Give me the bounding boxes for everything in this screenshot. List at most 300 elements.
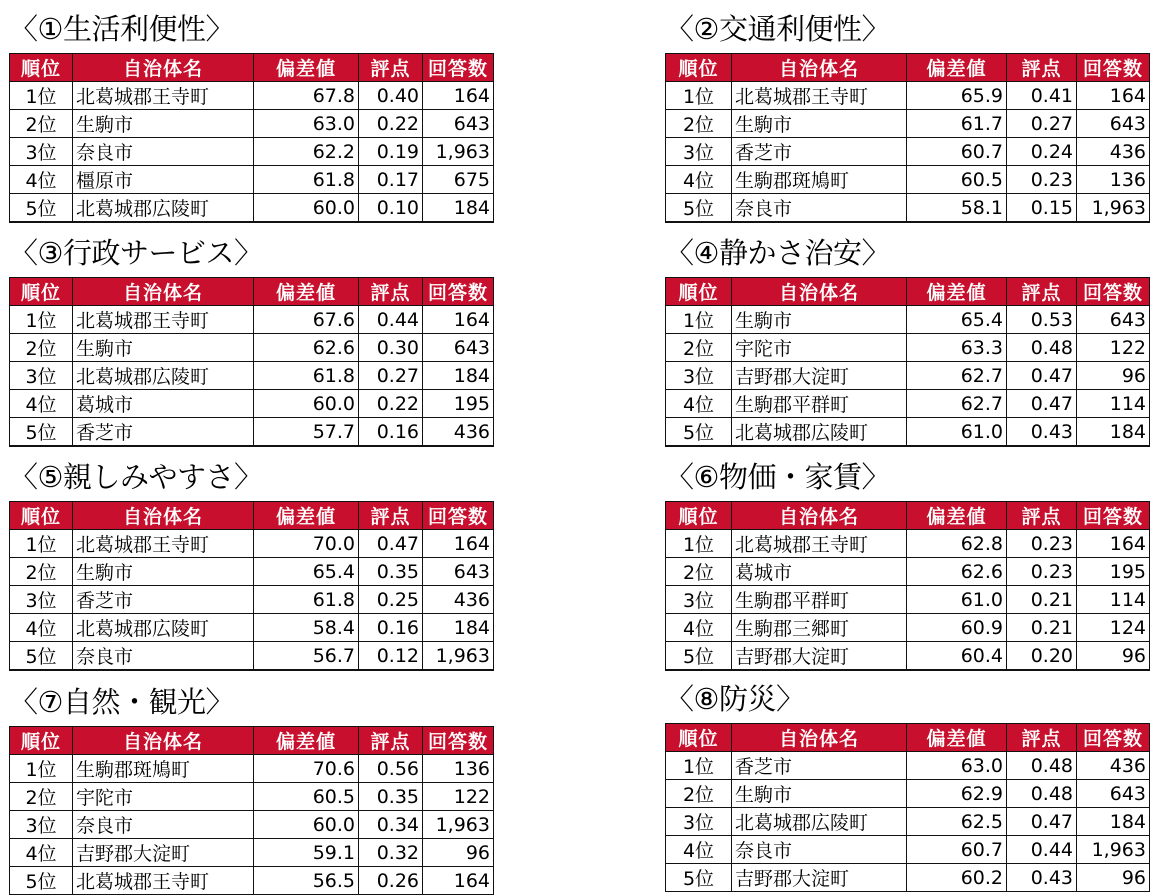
header-row (666, 54, 1150, 82)
responses-cell: 643 (1077, 306, 1150, 334)
deviation-cell: 61.7 (907, 110, 1007, 138)
header-row (10, 502, 494, 530)
ranking-section-7 (9, 685, 494, 895)
rank-cell: 5位 (10, 194, 73, 223)
rank-cell: 2位 (10, 110, 73, 138)
ranking-section-8 (665, 682, 1150, 892)
responses-cell: 436 (1077, 752, 1150, 780)
score-cell: 0.22 (359, 110, 423, 138)
score-cell: 0.15 (1007, 194, 1077, 223)
header-municipality: 自治体名 (732, 502, 907, 530)
municipality-cell: 吉野郡大淀町 (732, 362, 907, 390)
deviation-cell: 60.2 (907, 864, 1007, 892)
header-score: 評点 (359, 54, 423, 82)
score-cell: 0.23 (1007, 558, 1077, 586)
score-cell: 0.40 (359, 82, 423, 110)
rank-cell: 4位 (666, 166, 732, 194)
municipality-cell: 北葛城郡王寺町 (73, 306, 254, 334)
rank-cell: 5位 (666, 642, 732, 671)
municipality-cell: 葛城市 (73, 390, 254, 418)
ranking-section-3 (9, 236, 494, 447)
municipality-cell: 生駒郡三郷町 (732, 614, 907, 642)
municipality-cell: 吉野郡大淀町 (73, 839, 254, 867)
score-cell: 0.16 (359, 614, 423, 642)
deviation-cell: 61.0 (907, 418, 1007, 447)
rank-cell: 4位 (10, 390, 73, 418)
deviation-cell: 65.4 (254, 558, 359, 586)
municipality-cell: 北葛城郡王寺町 (732, 530, 907, 558)
municipality-cell: 宇陀市 (73, 783, 254, 811)
score-cell: 0.35 (359, 558, 423, 586)
table-row (666, 306, 1150, 334)
rank-cell: 5位 (10, 867, 73, 895)
score-cell: 0.16 (359, 418, 423, 447)
municipality-cell: 香芝市 (732, 138, 907, 166)
deviation-cell: 60.7 (907, 836, 1007, 864)
deviation-cell: 62.2 (254, 138, 359, 166)
municipality-cell: 生駒市 (73, 558, 254, 586)
ranking-section-5 (9, 460, 494, 671)
header-responses: 回答数 (423, 502, 494, 530)
header-municipality: 自治体名 (73, 278, 254, 306)
score-cell: 0.20 (1007, 642, 1077, 671)
municipality-cell: 生駒郡斑鳩町 (732, 166, 907, 194)
responses-cell: 643 (423, 110, 494, 138)
header-score: 評点 (1007, 724, 1077, 752)
table-row (666, 530, 1150, 558)
responses-cell: 164 (423, 306, 494, 334)
rank-cell: 1位 (10, 530, 73, 558)
table-row (10, 362, 494, 390)
deviation-cell: 62.6 (254, 334, 359, 362)
score-cell: 0.21 (1007, 614, 1077, 642)
header-municipality: 自治体名 (73, 727, 254, 755)
responses-cell: 122 (423, 783, 494, 811)
deviation-cell: 56.7 (254, 642, 359, 671)
rank-cell: 3位 (10, 138, 73, 166)
header-municipality: 自治体名 (732, 724, 907, 752)
municipality-cell: 生駒郡斑鳩町 (73, 755, 254, 783)
header-rank: 順位 (666, 502, 732, 530)
deviation-cell: 60.0 (254, 194, 359, 223)
section-title: 〈⑧防災〉 (665, 682, 805, 716)
deviation-cell: 65.9 (907, 82, 1007, 110)
table-row (10, 783, 494, 811)
header-municipality: 自治体名 (73, 502, 254, 530)
header-municipality: 自治体名 (732, 278, 907, 306)
municipality-cell: 生駒郡平群町 (732, 586, 907, 614)
municipality-cell: 奈良市 (73, 138, 254, 166)
table-row (666, 166, 1150, 194)
rank-cell: 3位 (10, 811, 73, 839)
score-cell: 0.30 (359, 334, 423, 362)
section-title: 〈④静かさ治安〉 (665, 236, 890, 270)
header-rank: 順位 (666, 278, 732, 306)
ranking-table (9, 501, 494, 671)
table-row (10, 306, 494, 334)
responses-cell: 136 (1077, 166, 1150, 194)
table-row (666, 614, 1150, 642)
responses-cell: 136 (423, 755, 494, 783)
header-row (666, 502, 1150, 530)
header-rank: 順位 (666, 724, 732, 752)
table-row (10, 614, 494, 642)
score-cell: 0.27 (1007, 110, 1077, 138)
deviation-cell: 67.8 (254, 82, 359, 110)
section-title: 〈⑥物価・家賃〉 (665, 460, 890, 494)
header-deviation: 偏差値 (254, 54, 359, 82)
rank-cell: 3位 (10, 586, 73, 614)
score-cell: 0.35 (359, 783, 423, 811)
score-cell: 0.25 (359, 586, 423, 614)
rank-cell: 4位 (10, 166, 73, 194)
responses-cell: 436 (423, 418, 494, 447)
score-cell: 0.23 (1007, 530, 1077, 558)
responses-cell: 436 (1077, 138, 1150, 166)
score-cell: 0.10 (359, 194, 423, 223)
table-row (666, 362, 1150, 390)
deviation-cell: 60.5 (907, 166, 1007, 194)
table-row (666, 138, 1150, 166)
rank-cell: 4位 (10, 614, 73, 642)
rank-cell: 1位 (10, 755, 73, 783)
score-cell: 0.41 (1007, 82, 1077, 110)
rank-cell: 2位 (666, 780, 732, 808)
municipality-cell: 北葛城郡広陵町 (73, 614, 254, 642)
score-cell: 0.48 (1007, 752, 1077, 780)
responses-cell: 114 (1077, 586, 1150, 614)
rank-cell: 3位 (666, 138, 732, 166)
deviation-cell: 61.8 (254, 166, 359, 194)
ranking-section-4 (665, 236, 1150, 447)
rank-cell: 1位 (10, 306, 73, 334)
deviation-cell: 62.5 (907, 808, 1007, 836)
score-cell: 0.43 (1007, 864, 1077, 892)
table-row (10, 334, 494, 362)
responses-cell: 675 (423, 166, 494, 194)
rank-cell: 5位 (666, 194, 732, 223)
rank-cell: 1位 (666, 82, 732, 110)
rank-cell: 5位 (10, 418, 73, 447)
rank-cell: 4位 (666, 614, 732, 642)
rank-cell: 1位 (666, 306, 732, 334)
deviation-cell: 59.1 (254, 839, 359, 867)
municipality-cell: 生駒市 (73, 110, 254, 138)
table-row (10, 586, 494, 614)
rank-cell: 2位 (10, 558, 73, 586)
municipality-cell: 奈良市 (73, 642, 254, 671)
municipality-cell: 生駒市 (73, 334, 254, 362)
header-deviation: 偏差値 (254, 278, 359, 306)
deviation-cell: 61.8 (254, 586, 359, 614)
table-row (666, 808, 1150, 836)
table-row (10, 558, 494, 586)
table-row (666, 752, 1150, 780)
header-responses: 回答数 (1077, 502, 1150, 530)
table-row (666, 334, 1150, 362)
responses-cell: 124 (1077, 614, 1150, 642)
responses-cell: 643 (423, 558, 494, 586)
table-row (10, 867, 494, 895)
header-row (10, 278, 494, 306)
table-row (666, 586, 1150, 614)
header-deviation: 偏差値 (907, 502, 1007, 530)
table-row (666, 558, 1150, 586)
responses-cell: 122 (1077, 334, 1150, 362)
responses-cell: 164 (423, 82, 494, 110)
responses-cell: 184 (1077, 418, 1150, 447)
deviation-cell: 58.1 (907, 194, 1007, 223)
responses-cell: 436 (423, 586, 494, 614)
table-row (666, 390, 1150, 418)
deviation-cell: 60.0 (254, 811, 359, 839)
deviation-cell: 63.0 (907, 752, 1007, 780)
municipality-cell: 北葛城郡王寺町 (73, 530, 254, 558)
municipality-cell: 北葛城郡広陵町 (732, 418, 907, 447)
municipality-cell: 吉野郡大淀町 (732, 642, 907, 671)
header-municipality: 自治体名 (732, 54, 907, 82)
rank-cell: 4位 (10, 839, 73, 867)
rank-cell: 3位 (10, 362, 73, 390)
table-row (666, 110, 1150, 138)
header-rank: 順位 (10, 54, 73, 82)
deviation-cell: 67.6 (254, 306, 359, 334)
header-row (666, 278, 1150, 306)
deviation-cell: 62.7 (907, 390, 1007, 418)
table-row (10, 166, 494, 194)
header-row (10, 727, 494, 755)
table-row (666, 194, 1150, 223)
score-cell: 0.47 (359, 530, 423, 558)
deviation-cell: 63.3 (907, 334, 1007, 362)
table-row (10, 755, 494, 783)
section-title: 〈③行政サービス〉 (9, 236, 263, 270)
ranking-section-1 (9, 12, 494, 223)
responses-cell: 643 (1077, 110, 1150, 138)
table-row (10, 138, 494, 166)
municipality-cell: 奈良市 (732, 836, 907, 864)
responses-cell: 184 (423, 362, 494, 390)
score-cell: 0.26 (359, 867, 423, 895)
deviation-cell: 61.8 (254, 362, 359, 390)
rank-cell: 4位 (666, 390, 732, 418)
score-cell: 0.48 (1007, 334, 1077, 362)
responses-cell: 164 (1077, 530, 1150, 558)
responses-cell: 96 (1077, 642, 1150, 671)
ranking-section-6 (665, 460, 1150, 671)
responses-cell: 643 (423, 334, 494, 362)
deviation-cell: 60.0 (254, 390, 359, 418)
responses-cell: 184 (423, 194, 494, 223)
header-score: 評点 (1007, 278, 1077, 306)
responses-cell: 643 (1077, 780, 1150, 808)
table-row (666, 864, 1150, 892)
header-rank: 順位 (10, 502, 73, 530)
rank-cell: 5位 (666, 864, 732, 892)
score-cell: 0.47 (1007, 362, 1077, 390)
ranking-table (9, 53, 494, 223)
header-deviation: 偏差値 (907, 724, 1007, 752)
section-title: 〈⑤親しみやすさ〉 (9, 460, 263, 494)
deviation-cell: 58.4 (254, 614, 359, 642)
table-row (666, 418, 1150, 447)
municipality-cell: 香芝市 (73, 418, 254, 447)
table-row (10, 839, 494, 867)
deviation-cell: 60.5 (254, 783, 359, 811)
header-score: 評点 (1007, 54, 1077, 82)
header-score: 評点 (359, 502, 423, 530)
ranking-table (9, 726, 494, 895)
table-row (10, 110, 494, 138)
municipality-cell: 香芝市 (73, 586, 254, 614)
table-row (10, 811, 494, 839)
table-row (10, 82, 494, 110)
deviation-cell: 56.5 (254, 867, 359, 895)
rank-cell: 2位 (666, 334, 732, 362)
header-score: 評点 (1007, 502, 1077, 530)
header-responses: 回答数 (423, 54, 494, 82)
table-row (10, 418, 494, 447)
header-responses: 回答数 (1077, 278, 1150, 306)
section-title: 〈①生活利便性〉 (9, 12, 234, 46)
table-row (666, 642, 1150, 671)
header-score: 評点 (359, 727, 423, 755)
header-deviation: 偏差値 (907, 54, 1007, 82)
rank-cell: 1位 (666, 530, 732, 558)
responses-cell: 195 (1077, 558, 1150, 586)
responses-cell: 1,963 (1077, 836, 1150, 864)
score-cell: 0.27 (359, 362, 423, 390)
responses-cell: 1,963 (423, 811, 494, 839)
rank-cell: 5位 (666, 418, 732, 447)
responses-cell: 184 (1077, 808, 1150, 836)
deviation-cell: 63.0 (254, 110, 359, 138)
score-cell: 0.47 (1007, 390, 1077, 418)
municipality-cell: 生駒市 (732, 306, 907, 334)
table-row (10, 390, 494, 418)
deviation-cell: 60.7 (907, 138, 1007, 166)
section-title: 〈②交通利便性〉 (665, 12, 890, 46)
municipality-cell: 生駒市 (732, 110, 907, 138)
rank-cell: 4位 (666, 836, 732, 864)
header-municipality: 自治体名 (73, 54, 254, 82)
municipality-cell: 吉野郡大淀町 (732, 864, 907, 892)
deviation-cell: 60.9 (907, 614, 1007, 642)
header-rank: 順位 (10, 278, 73, 306)
deviation-cell: 62.7 (907, 362, 1007, 390)
header-responses: 回答数 (1077, 724, 1150, 752)
deviation-cell: 60.4 (907, 642, 1007, 671)
ranking-table (665, 723, 1150, 892)
deviation-cell: 62.6 (907, 558, 1007, 586)
responses-cell: 164 (423, 530, 494, 558)
header-rank: 順位 (10, 727, 73, 755)
deviation-cell: 57.7 (254, 418, 359, 447)
header-score: 評点 (359, 278, 423, 306)
municipality-cell: 奈良市 (732, 194, 907, 223)
score-cell: 0.22 (359, 390, 423, 418)
municipality-cell: 北葛城郡広陵町 (73, 194, 254, 223)
municipality-cell: 宇陀市 (732, 334, 907, 362)
score-cell: 0.53 (1007, 306, 1077, 334)
responses-cell: 114 (1077, 390, 1150, 418)
score-cell: 0.34 (359, 811, 423, 839)
responses-cell: 195 (423, 390, 494, 418)
responses-cell: 96 (1077, 362, 1150, 390)
rank-cell: 3位 (666, 808, 732, 836)
rank-cell: 2位 (666, 558, 732, 586)
header-row (10, 54, 494, 82)
score-cell: 0.32 (359, 839, 423, 867)
score-cell: 0.56 (359, 755, 423, 783)
header-responses: 回答数 (423, 727, 494, 755)
responses-cell: 96 (1077, 864, 1150, 892)
score-cell: 0.43 (1007, 418, 1077, 447)
municipality-cell: 北葛城郡広陵町 (73, 362, 254, 390)
municipality-cell: 北葛城郡王寺町 (732, 82, 907, 110)
header-deviation: 偏差値 (254, 727, 359, 755)
municipality-cell: 生駒郡平群町 (732, 390, 907, 418)
ranking-section-2 (665, 12, 1150, 223)
table-row (666, 836, 1150, 864)
deviation-cell: 62.9 (907, 780, 1007, 808)
table-row (10, 642, 494, 671)
ranking-table (9, 277, 494, 447)
score-cell: 0.19 (359, 138, 423, 166)
responses-cell: 1,963 (423, 642, 494, 671)
municipality-cell: 橿原市 (73, 166, 254, 194)
ranking-table (665, 53, 1150, 223)
rank-cell: 3位 (666, 586, 732, 614)
header-deviation: 偏差値 (907, 278, 1007, 306)
responses-cell: 184 (423, 614, 494, 642)
municipality-cell: 北葛城郡広陵町 (732, 808, 907, 836)
score-cell: 0.17 (359, 166, 423, 194)
score-cell: 0.23 (1007, 166, 1077, 194)
rank-cell: 2位 (10, 334, 73, 362)
score-cell: 0.44 (359, 306, 423, 334)
municipality-cell: 奈良市 (73, 811, 254, 839)
municipality-cell: 北葛城郡王寺町 (73, 82, 254, 110)
municipality-cell: 香芝市 (732, 752, 907, 780)
rank-cell: 5位 (10, 642, 73, 671)
header-rank: 順位 (666, 54, 732, 82)
municipality-cell: 北葛城郡王寺町 (73, 867, 254, 895)
rank-cell: 3位 (666, 362, 732, 390)
score-cell: 0.12 (359, 642, 423, 671)
score-cell: 0.48 (1007, 780, 1077, 808)
ranking-table (665, 501, 1150, 671)
responses-cell: 1,963 (1077, 194, 1150, 223)
deviation-cell: 70.6 (254, 755, 359, 783)
header-responses: 回答数 (423, 278, 494, 306)
header-deviation: 偏差値 (254, 502, 359, 530)
rank-cell: 1位 (666, 752, 732, 780)
rank-cell: 2位 (10, 783, 73, 811)
deviation-cell: 65.4 (907, 306, 1007, 334)
score-cell: 0.24 (1007, 138, 1077, 166)
table-row (10, 530, 494, 558)
municipality-cell: 生駒市 (732, 780, 907, 808)
header-responses: 回答数 (1077, 54, 1150, 82)
deviation-cell: 62.8 (907, 530, 1007, 558)
table-row (10, 194, 494, 223)
rank-cell: 2位 (666, 110, 732, 138)
header-row (666, 724, 1150, 752)
municipality-cell: 葛城市 (732, 558, 907, 586)
score-cell: 0.21 (1007, 586, 1077, 614)
ranking-table (665, 277, 1150, 447)
